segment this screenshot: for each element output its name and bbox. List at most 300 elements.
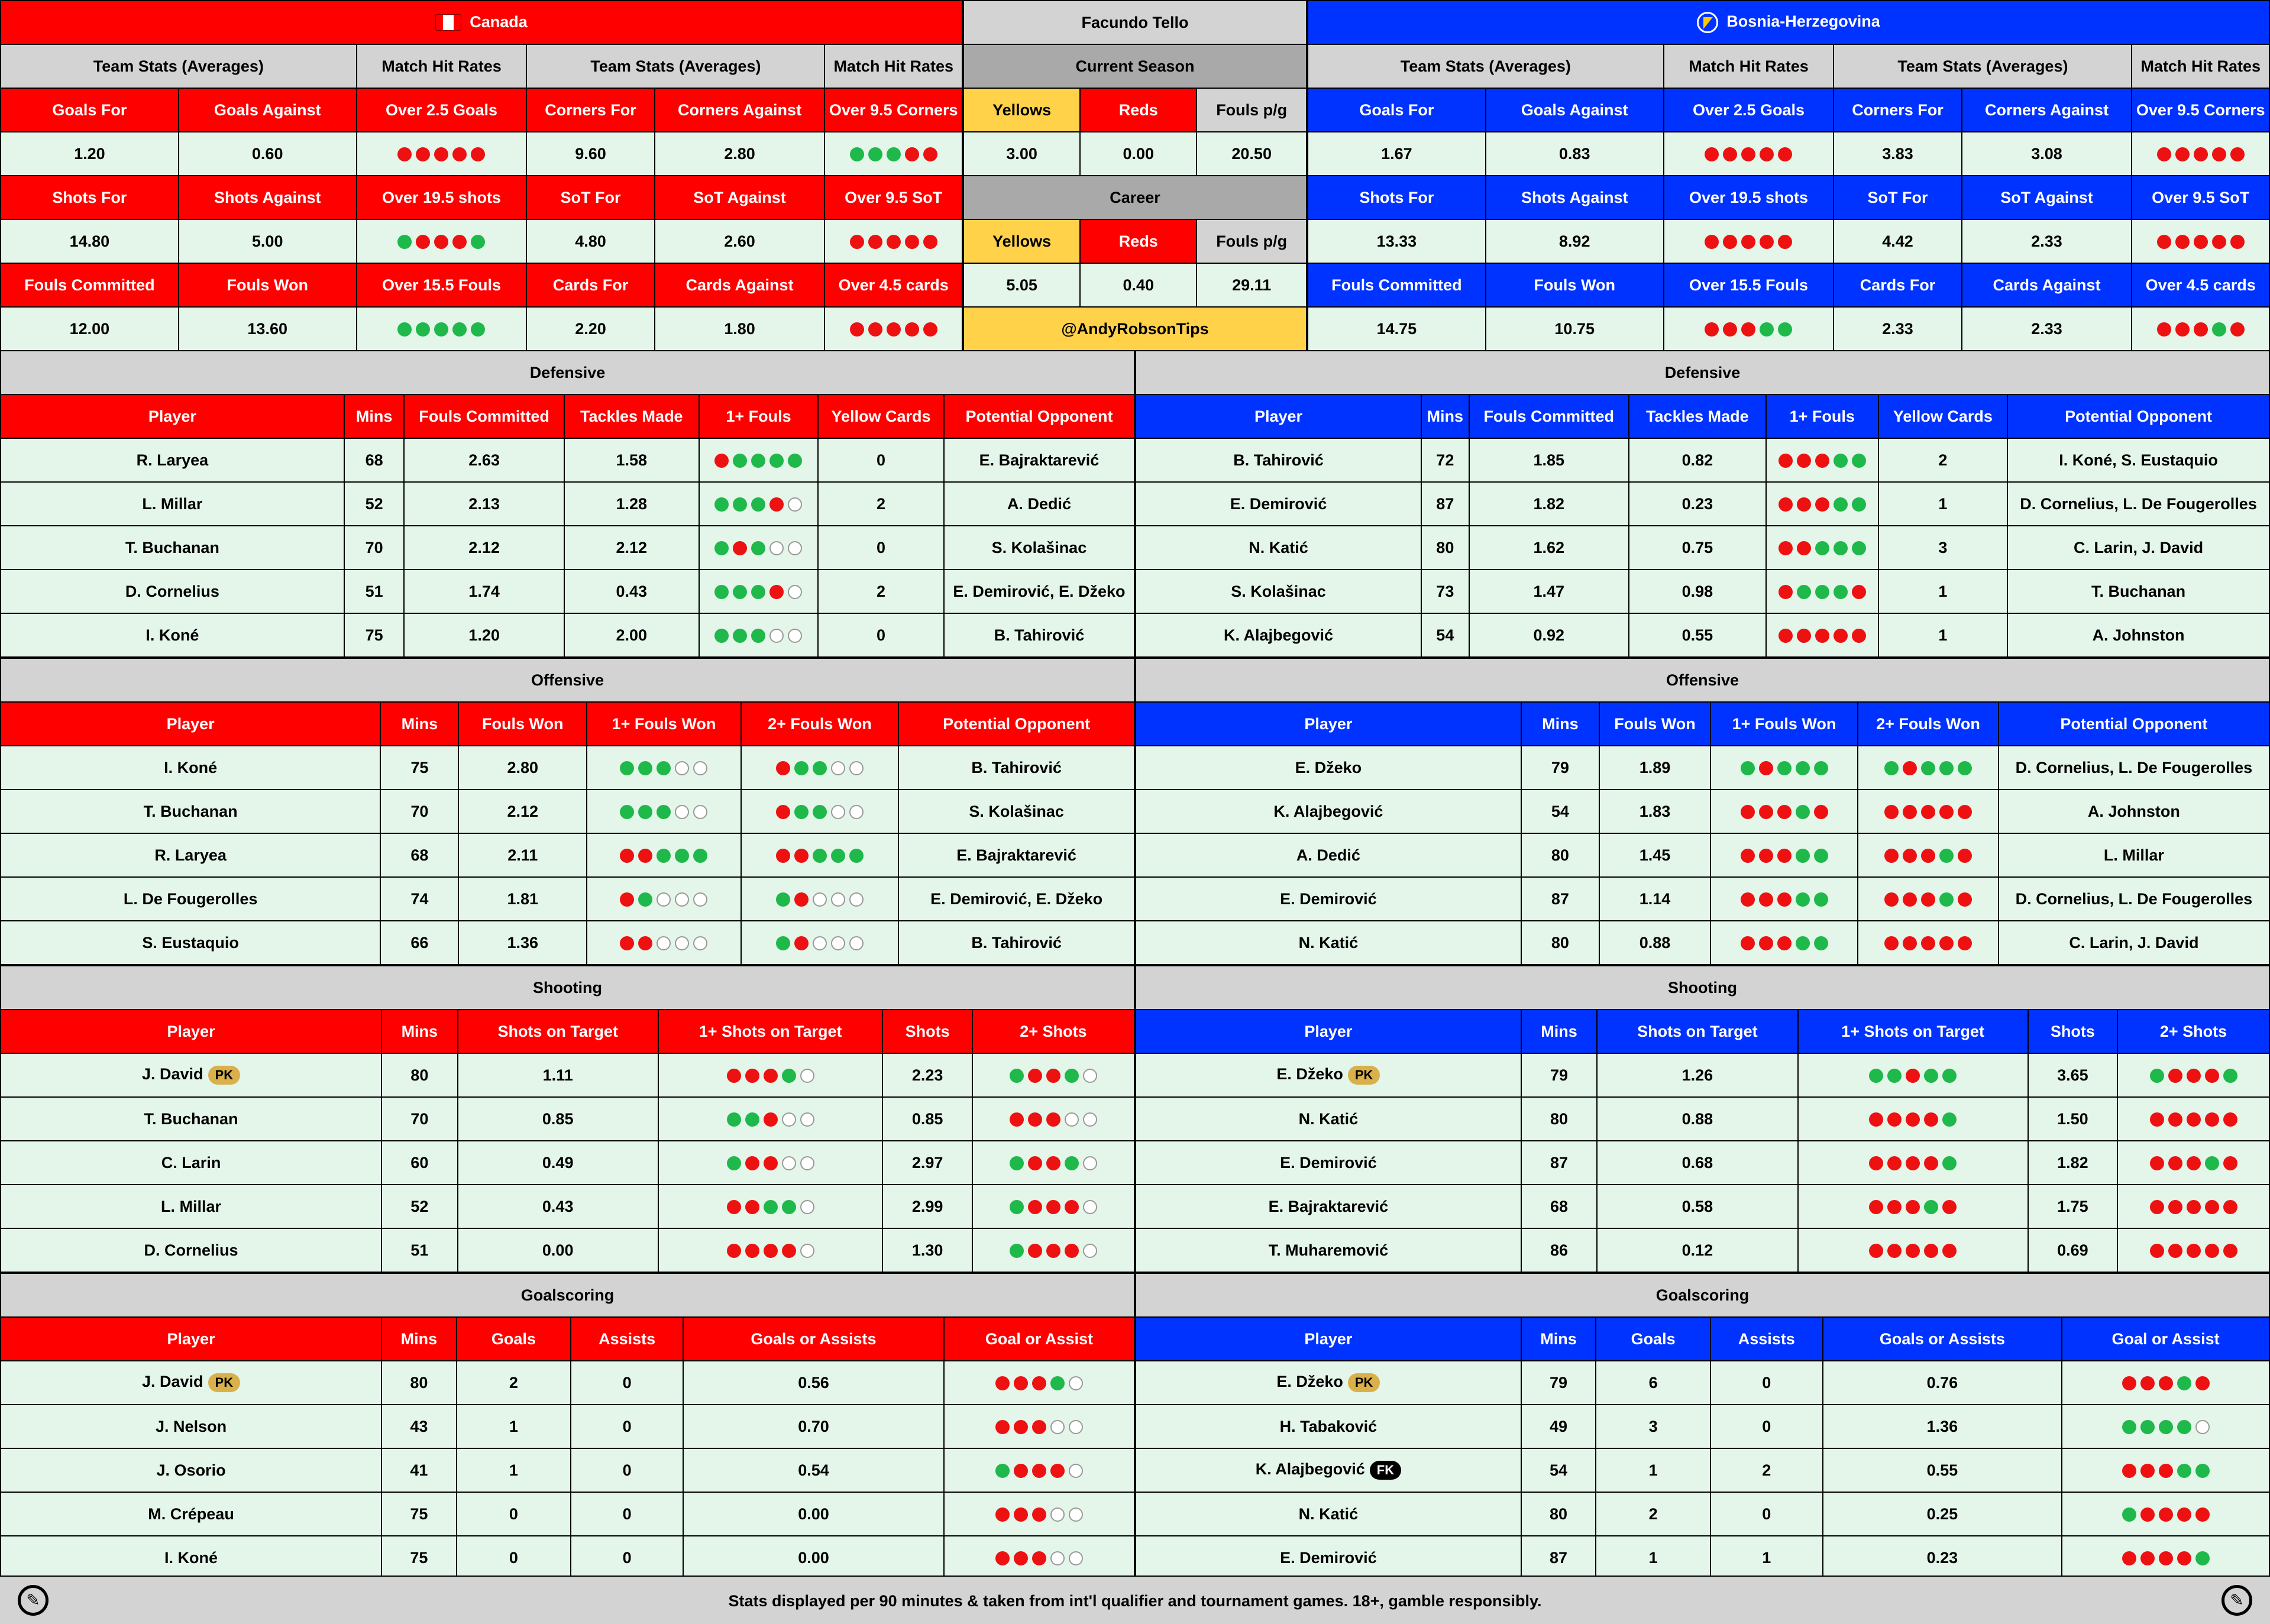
hit-rate-cell xyxy=(972,1097,1134,1141)
hit-rate-dots xyxy=(1779,497,1866,512)
hit-rate-dots xyxy=(1741,892,1828,907)
hit-dot-icon xyxy=(995,1376,1010,1390)
player-name-cell xyxy=(1,1141,381,1185)
cell-text: 0.25 xyxy=(1926,1505,1958,1523)
cell xyxy=(2028,1097,2117,1141)
cell-text: N. Katić xyxy=(1249,538,1308,557)
brand-logo-icon: ✎ xyxy=(18,1585,48,1616)
hit-dot-icon xyxy=(887,235,901,249)
cell xyxy=(458,702,587,746)
hit-dot-icon xyxy=(887,147,901,161)
cell-text: B. Tahirović xyxy=(1233,451,1324,469)
cell-text: Player xyxy=(167,1329,215,1348)
player-name-cell xyxy=(1136,1141,1521,1185)
cell xyxy=(1710,1492,1823,1536)
cell-text: 3.08 xyxy=(2031,144,2062,163)
cell-text: D. Cornelius, L. De Fougerolles xyxy=(2015,758,2253,777)
cell xyxy=(1597,1185,1797,1228)
cell xyxy=(1521,790,1599,833)
cell-text: Fouls Won xyxy=(1614,714,1696,733)
reds-header: Reds xyxy=(1080,219,1197,263)
hit-dot-icon xyxy=(693,892,707,907)
cell-text: 0.54 xyxy=(798,1461,829,1479)
cell-text: 0 xyxy=(509,1505,518,1523)
cell xyxy=(1999,833,2269,877)
hit-dot-icon xyxy=(1814,849,1828,863)
cell xyxy=(381,1185,457,1228)
cell-text: 73 xyxy=(1436,582,1454,600)
hit-rate-dots xyxy=(1010,1112,1097,1127)
cell xyxy=(457,1448,571,1492)
footer-disclaimer: Stats displayed per 90 minutes & taken from int'l qualifier and tournament games. 18+, gamble responsibly. xyxy=(728,1592,1542,1610)
cell-text: 1.45 xyxy=(1639,846,1671,864)
hit-rate-dots xyxy=(714,629,802,643)
hit-dot-icon xyxy=(813,892,827,907)
hit-dot-icon xyxy=(620,849,634,863)
cell xyxy=(1599,702,1710,746)
cell-text: 2.12 xyxy=(616,538,648,557)
cell-text: Shots For xyxy=(52,188,127,206)
hit-rate-cell xyxy=(587,921,741,965)
hit-dot-icon xyxy=(1939,761,1954,775)
cell-text: 1 xyxy=(1938,494,1948,513)
team-flag-icon xyxy=(435,14,461,31)
hit-dot-icon xyxy=(995,1507,1010,1522)
hit-rate-dots xyxy=(620,936,707,950)
cell xyxy=(1486,132,1664,176)
hit-dot-icon xyxy=(745,1112,759,1127)
cell-text: 1.75 xyxy=(2057,1197,2088,1215)
cell xyxy=(1136,746,1521,790)
cell-text: 1 xyxy=(1648,1548,1658,1567)
hit-dot-icon xyxy=(1083,1200,1097,1214)
penalty-taker-badge: PK xyxy=(1348,1066,1380,1085)
cell xyxy=(1136,438,1421,482)
cell xyxy=(1629,526,1766,570)
cell xyxy=(2117,1010,2269,1053)
cell-text: Cards For xyxy=(1860,276,1936,294)
cell-text: A. Dedić xyxy=(1296,846,1360,864)
cell xyxy=(1469,526,1629,570)
cell-text: L. Millar xyxy=(142,494,203,513)
hit-rate-cell xyxy=(2132,132,2269,176)
player-name-cell xyxy=(1,1097,381,1141)
hit-dot-icon xyxy=(1797,497,1811,512)
hit-dot-icon xyxy=(1065,1069,1079,1083)
hit-rate-dots xyxy=(1705,322,1792,337)
hit-dot-icon xyxy=(1760,322,1774,337)
cell xyxy=(1834,132,1961,176)
player-name: L. Millar xyxy=(161,1197,222,1215)
cell xyxy=(404,570,564,613)
cell-text: Over 15.5 Fouls xyxy=(381,276,502,294)
hit-dot-icon xyxy=(1032,1420,1046,1434)
hit-rate-dots xyxy=(850,322,937,337)
player-name-cell xyxy=(1136,1097,1521,1141)
cell xyxy=(1999,746,2269,790)
hit-dot-icon xyxy=(776,805,790,819)
cell-text: Goals For xyxy=(1359,101,1434,119)
cell-text: Fouls Committed xyxy=(24,276,155,294)
cell xyxy=(458,1185,658,1228)
cell xyxy=(1766,394,1878,438)
cell xyxy=(1136,833,1521,877)
hit-rate-cell xyxy=(699,482,818,526)
hit-rate-dots xyxy=(1779,629,1866,643)
cell-text: 1.58 xyxy=(616,451,648,469)
cell-text: Goal or Assist xyxy=(985,1329,1093,1348)
hit-dot-icon xyxy=(397,235,412,249)
hit-dot-icon xyxy=(2230,235,2245,249)
cell xyxy=(357,88,527,132)
cell xyxy=(344,526,405,570)
cell-text: S. Kolašinac xyxy=(969,802,1064,820)
player-name: M. Crépeau xyxy=(148,1505,234,1523)
player-name: E. Demirović xyxy=(1280,1548,1377,1567)
hit-dot-icon xyxy=(1778,322,1792,337)
hit-dot-icon xyxy=(2212,147,2226,161)
cell-text: S. Kolašinac xyxy=(991,538,1087,557)
cell-text: Goals xyxy=(1631,1329,1676,1348)
cell xyxy=(1521,1492,1596,1536)
cell xyxy=(1136,1010,1521,1053)
hit-dot-icon xyxy=(769,454,784,468)
hit-rate-dots xyxy=(1010,1156,1097,1170)
cell-text: Shots Against xyxy=(1521,188,1628,206)
cell-text: 70 xyxy=(410,1109,429,1128)
cell xyxy=(404,613,564,657)
hit-dot-icon xyxy=(1834,629,1848,643)
hit-dot-icon xyxy=(2122,1507,2136,1522)
cell xyxy=(944,394,1134,438)
hit-dot-icon xyxy=(2230,147,2245,161)
cell-text: 3 xyxy=(1938,538,1948,557)
cell-text: Player xyxy=(167,1022,215,1040)
cell xyxy=(1,482,344,526)
hit-dot-icon xyxy=(1796,761,1810,775)
cell-text: R. Laryea xyxy=(136,451,209,469)
hit-dot-icon xyxy=(675,761,689,775)
cell-text: 0.55 xyxy=(1682,626,1713,644)
cell xyxy=(1999,790,2269,833)
cell-text: 20.50 xyxy=(1231,144,1272,163)
hit-dot-icon xyxy=(2140,1507,2155,1522)
hit-dot-icon xyxy=(1028,1244,1042,1258)
cell-text: 70 xyxy=(365,538,383,557)
hit-dot-icon xyxy=(2150,1112,2164,1127)
referee-name: Facundo Tello xyxy=(963,1,1307,44)
team-stats-canada xyxy=(0,0,963,350)
section-title: Shooting xyxy=(1136,966,2269,1010)
hit-dot-icon xyxy=(1010,1244,1024,1258)
cell-text: 51 xyxy=(365,582,383,600)
team-flag-icon xyxy=(1697,12,1718,33)
hit-dot-icon xyxy=(1852,541,1866,555)
hit-dot-icon xyxy=(923,322,937,337)
cell xyxy=(683,1448,944,1492)
hit-dot-icon xyxy=(850,147,864,161)
hit-rate-cell xyxy=(1710,921,1858,965)
section-title: Shooting xyxy=(1,966,1134,1010)
hit-dot-icon xyxy=(1741,147,1755,161)
hit-dot-icon xyxy=(782,1156,796,1170)
cell-text: 0 xyxy=(877,538,886,557)
hit-dot-icon xyxy=(1815,497,1829,512)
hit-rate-dots xyxy=(727,1244,814,1258)
cell xyxy=(1664,176,1834,219)
cell-text: 75 xyxy=(410,1548,428,1567)
hit-rate-cell xyxy=(972,1053,1134,1097)
hit-dot-icon xyxy=(1884,849,1899,863)
cell-text: Fouls Won xyxy=(227,276,308,294)
handle-link[interactable]: @AndyRobsonTips xyxy=(963,307,1307,350)
cell xyxy=(1599,921,1710,965)
hit-dot-icon xyxy=(1046,1156,1060,1170)
hit-dot-icon xyxy=(2187,1069,2201,1083)
cell-text: 1 xyxy=(1938,582,1948,600)
cell xyxy=(1,307,179,350)
hit-dot-icon xyxy=(2168,1156,2182,1170)
hit-dot-icon xyxy=(1779,454,1793,468)
cell-text: 2.12 xyxy=(507,802,539,820)
cell-text: 80 xyxy=(1436,538,1454,557)
hit-dot-icon xyxy=(1032,1551,1046,1565)
hit-dot-icon xyxy=(1906,1200,1920,1214)
hit-rate-cell xyxy=(1766,438,1878,482)
cell xyxy=(1,877,380,921)
cell xyxy=(381,1141,457,1185)
hit-rate-dots xyxy=(397,147,485,161)
hit-rate-dots xyxy=(1884,761,1972,775)
cell xyxy=(1599,833,1710,877)
cell-text: 0.56 xyxy=(798,1373,829,1392)
hit-rate-dots xyxy=(714,585,802,599)
hit-dot-icon xyxy=(1815,585,1829,599)
player-name: J. David xyxy=(142,1373,203,1391)
cell xyxy=(1596,1448,1710,1492)
cell-text: 0.60 xyxy=(251,144,283,163)
hit-dot-icon xyxy=(1777,805,1792,819)
hit-rate-cell xyxy=(1766,482,1878,526)
hit-dot-icon xyxy=(1779,585,1793,599)
cell-text: 72 xyxy=(1436,451,1454,469)
hit-rate-cell xyxy=(1798,1053,2028,1097)
cell xyxy=(1,394,344,438)
hit-dot-icon xyxy=(1921,892,1935,907)
hit-dot-icon xyxy=(800,1156,814,1170)
cell-text: 2.13 xyxy=(468,494,500,513)
hit-rate-dots xyxy=(995,1464,1083,1478)
hit-dot-icon xyxy=(1921,849,1935,863)
cell xyxy=(1834,88,1961,132)
cell-text: S. Kolašinac xyxy=(1231,582,1326,600)
hit-dot-icon xyxy=(745,1244,759,1258)
cell-text: Fouls Won xyxy=(1534,276,1615,294)
cell-text: 2.12 xyxy=(468,538,500,557)
cell xyxy=(898,877,1134,921)
cell xyxy=(1308,263,1486,307)
cell-text: Fouls Committed xyxy=(1331,276,1462,294)
hit-dot-icon xyxy=(2140,1551,2155,1565)
section-title: Offensive xyxy=(1,658,1134,702)
canada-shooting-table xyxy=(0,965,1135,1273)
cell-text: Shots on Target xyxy=(1637,1022,1758,1040)
current-season-header: Current Season xyxy=(963,44,1307,88)
cell-text: 1.67 xyxy=(1381,144,1412,163)
cell xyxy=(1834,307,1961,350)
cell-text: E. Demirović xyxy=(1280,889,1377,908)
hit-dot-icon xyxy=(745,1156,759,1170)
hit-dot-icon xyxy=(733,629,747,643)
cell xyxy=(526,219,654,263)
cell xyxy=(458,790,587,833)
team-stats-header: Team Stats (Averages) xyxy=(1834,44,2132,88)
hit-rate-cell xyxy=(1710,790,1858,833)
hit-dot-icon xyxy=(769,629,784,643)
cell xyxy=(1962,219,2132,263)
hit-dot-icon xyxy=(2157,235,2171,249)
hit-dot-icon xyxy=(1069,1551,1083,1565)
hit-dot-icon xyxy=(849,761,864,775)
cell xyxy=(2028,1141,2117,1185)
hit-dot-icon xyxy=(868,235,882,249)
cell xyxy=(898,790,1134,833)
hit-dot-icon xyxy=(2177,1420,2191,1434)
canada-goalscoring-table xyxy=(0,1273,1135,1576)
cell xyxy=(655,307,825,350)
cell-text: 1 xyxy=(1762,1548,1771,1567)
cell xyxy=(458,746,587,790)
hit-dot-icon xyxy=(1014,1464,1028,1478)
cell-text: Tackles Made xyxy=(1646,407,1749,425)
penalty-taker-badge: PK xyxy=(1348,1373,1380,1392)
cell xyxy=(458,1097,658,1141)
cell-text: 1+ Fouls xyxy=(1789,407,1855,425)
cell-text: 0.40 xyxy=(1123,276,1155,294)
cell-text: C. Larin, J. David xyxy=(2074,538,2204,557)
hit-dot-icon xyxy=(782,1069,796,1083)
cell xyxy=(1834,176,1961,219)
hit-rate-cell xyxy=(2062,1492,2269,1536)
player-name: C. Larin xyxy=(161,1153,221,1172)
cell-text: 13.60 xyxy=(247,319,287,338)
hit-dot-icon xyxy=(733,497,747,512)
brand-logo-icon: ✎ xyxy=(2222,1585,2252,1616)
hit-dot-icon xyxy=(657,936,671,950)
cell xyxy=(1878,438,2008,482)
team-title xyxy=(1,1,962,44)
player-name-cell xyxy=(1,1448,381,1492)
hit-dot-icon xyxy=(1779,541,1793,555)
hit-dot-icon xyxy=(638,936,652,950)
hit-dot-icon xyxy=(1083,1069,1097,1083)
hit-dot-icon xyxy=(2150,1156,2164,1170)
cell xyxy=(1521,1097,1597,1141)
cell-text: 3 xyxy=(1648,1417,1658,1435)
cell xyxy=(1,746,380,790)
hit-dot-icon xyxy=(714,541,729,555)
cell xyxy=(1136,877,1521,921)
cell-text: 1+ Shots on Target xyxy=(699,1022,842,1040)
cell xyxy=(655,176,825,219)
cell-text: 1.62 xyxy=(1533,538,1564,557)
hit-dot-icon xyxy=(831,849,845,863)
hit-dot-icon xyxy=(1939,936,1954,950)
hit-dot-icon xyxy=(1834,454,1848,468)
cell xyxy=(587,702,741,746)
cell xyxy=(944,1317,1134,1361)
cell xyxy=(944,613,1134,657)
cell-text: Mins xyxy=(1542,714,1579,733)
cell xyxy=(1521,1053,1597,1097)
hit-dot-icon xyxy=(2205,1200,2219,1214)
hit-dot-icon xyxy=(788,541,802,555)
hit-dot-icon xyxy=(1028,1069,1042,1083)
cell-text: K. Alajbegović xyxy=(1224,626,1334,644)
hit-dot-icon xyxy=(1741,761,1755,775)
bosnia-goalscoring-table xyxy=(1135,1273,2270,1576)
cell xyxy=(882,1053,972,1097)
cell-text: Potential Opponent xyxy=(2065,407,2213,425)
cell-text: Shots xyxy=(905,1022,950,1040)
cell xyxy=(571,1317,683,1361)
cell xyxy=(380,702,458,746)
cell-text: 1.82 xyxy=(2057,1153,2088,1172)
hit-rate-cell xyxy=(1858,790,1999,833)
hit-dot-icon xyxy=(1069,1420,1083,1434)
cell xyxy=(1486,307,1664,350)
player-name: E. Bajraktarević xyxy=(1268,1197,1389,1215)
cell-text: 0.00 xyxy=(542,1241,574,1259)
cell-text: 2 xyxy=(877,494,886,513)
cell-text: 0.98 xyxy=(1682,582,1713,600)
hit-dot-icon xyxy=(751,585,765,599)
cell xyxy=(380,877,458,921)
cell xyxy=(818,613,944,657)
hit-rate-dots xyxy=(1884,849,1972,863)
hit-dot-icon xyxy=(788,585,802,599)
cell xyxy=(1596,1317,1710,1361)
cell xyxy=(564,526,699,570)
cell xyxy=(741,702,898,746)
cell-text: 54 xyxy=(1551,802,1569,820)
hit-rate-cell xyxy=(1858,921,1999,965)
cell-text: E. Bajraktarević xyxy=(956,846,1076,864)
cell-text: SoT For xyxy=(1867,188,1928,206)
hit-dot-icon xyxy=(2122,1551,2136,1565)
hit-dot-icon xyxy=(1083,1156,1097,1170)
cell-text: 29.11 xyxy=(1232,276,1272,294)
hit-dot-icon xyxy=(1884,805,1899,819)
cell-text: A. Dedić xyxy=(1007,494,1071,513)
cell xyxy=(1,921,380,965)
cell-text: I. Koné xyxy=(164,758,218,777)
cell xyxy=(1521,702,1599,746)
cell-text: 1+ Fouls Won xyxy=(1732,714,1836,733)
cell xyxy=(2028,1010,2117,1053)
penalty-taker-badge: PK xyxy=(208,1066,241,1085)
cell-text: Over 2.5 Goals xyxy=(385,101,498,119)
hit-rate-cell xyxy=(741,877,898,921)
cell xyxy=(655,263,825,307)
cell xyxy=(404,438,564,482)
hit-dot-icon xyxy=(1942,1112,1957,1127)
hit-dot-icon xyxy=(1924,1200,1938,1214)
cell xyxy=(1,263,179,307)
hit-rate-cell xyxy=(1766,570,1878,613)
cell xyxy=(1878,570,2008,613)
hit-dot-icon xyxy=(657,761,671,775)
